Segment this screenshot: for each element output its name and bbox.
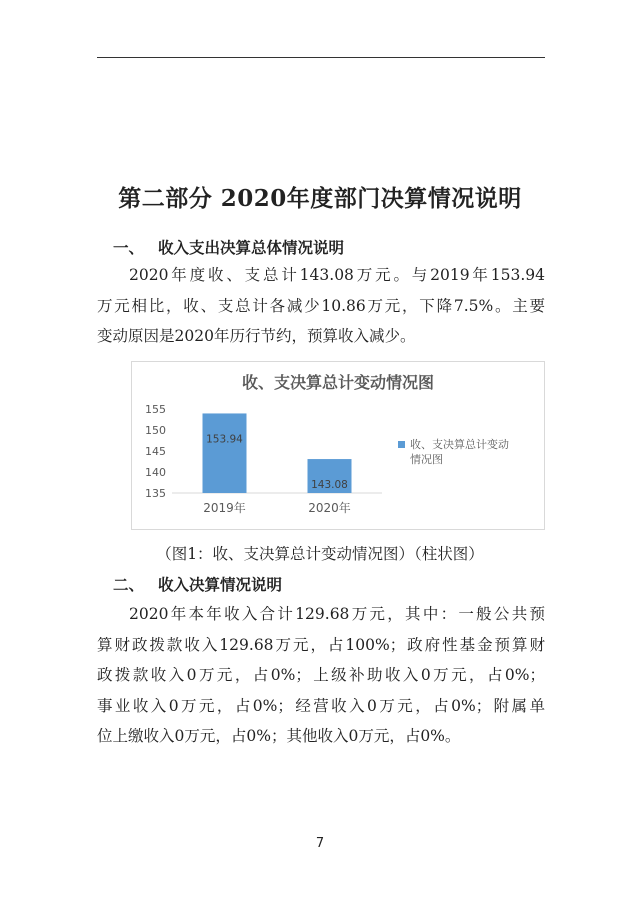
x-tick-label: 2019年	[203, 501, 246, 515]
data-label: 143.08	[311, 479, 348, 492]
paragraph-line: 万元相比，收、支总计各减少10.86万元，下降7.5%。主要	[97, 296, 545, 315]
paragraph-line: 变动原因是2020年历行节约，预算收入减少。	[97, 327, 416, 345]
paragraph-line: 2020年度收、支总计143.08万元。与2019年153.94	[129, 266, 545, 284]
section-2-number: 二、	[113, 576, 145, 594]
chart-canvas	[132, 362, 544, 529]
figure-caption: （图1：收、支决算总计变动情况图）（柱状图）	[156, 545, 484, 563]
section-1-number: 一、	[113, 239, 145, 257]
section-1-heading	[113, 236, 344, 258]
paragraph-line: 算财政拨款收入129.68万元，占100%；政府性基金预算财	[97, 635, 545, 654]
section-1-paragraph	[97, 260, 545, 352]
section-2-heading	[113, 573, 282, 595]
section-1-title: 收入支出决算总体情况说明	[158, 239, 345, 257]
bar-chart	[131, 361, 545, 530]
section-2-paragraph	[97, 599, 545, 752]
y-tick-label: 135	[145, 487, 166, 500]
chart-title: 收、支决算总计变动情况图	[241, 373, 435, 392]
page-title: 第二部分 2020年度部门决算情况说明	[118, 185, 522, 212]
bar	[203, 413, 247, 493]
y-tick-label: 145	[145, 445, 166, 458]
page-number: 7	[315, 836, 325, 851]
x-tick-label: 2020年	[308, 501, 351, 515]
y-tick-label: 140	[145, 466, 166, 479]
legend-label: 收、支决算总计变动	[410, 438, 509, 451]
section-2-title: 收入决算情况说明	[158, 576, 283, 594]
paragraph-line: 事业收入0万元，占0%；经营收入0万元，占0%；附属单	[97, 696, 545, 715]
y-tick-label: 150	[145, 424, 166, 437]
header-rule	[97, 57, 545, 58]
data-label: 153.94	[206, 433, 243, 446]
legend-label: 情况图	[410, 453, 443, 466]
paragraph-line: 政拨款收入0万元，占0%；上级补助收入0万元，占0%；	[97, 666, 545, 684]
legend-swatch	[398, 441, 405, 448]
y-tick-label: 155	[145, 403, 166, 416]
paragraph-line: 2020年本年收入合计129.68万元，其中：一般公共预	[129, 605, 545, 623]
paragraph-line: 位上缴收入0万元，占0%；其他收入0万元，占0%。	[97, 727, 461, 745]
